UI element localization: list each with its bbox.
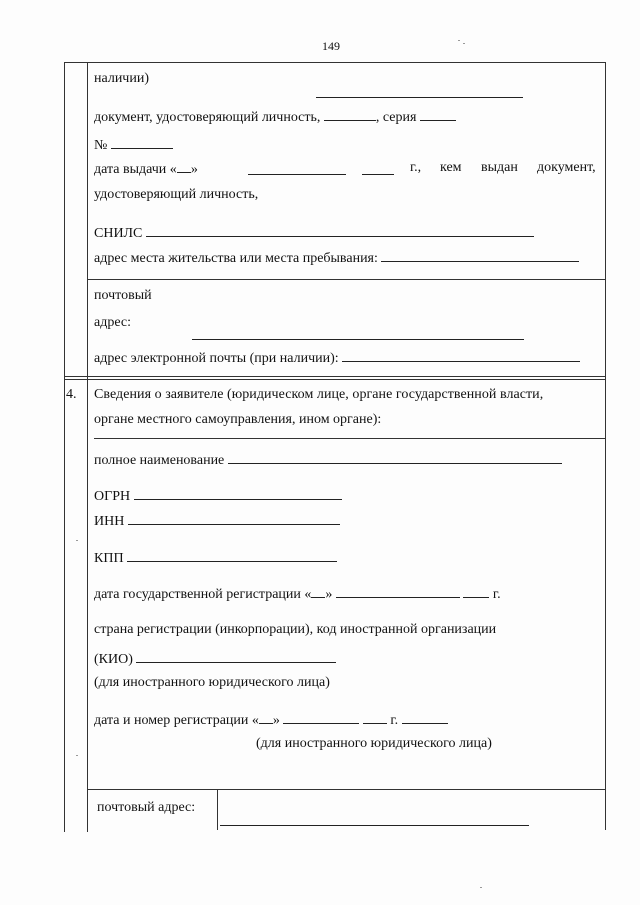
email-row bbox=[94, 349, 580, 367]
postal-row-top bbox=[87, 789, 605, 790]
full-name-row bbox=[94, 451, 562, 469]
section-divider-top bbox=[64, 376, 606, 377]
table-left-border bbox=[64, 62, 65, 832]
kio-field[interactable] bbox=[136, 650, 336, 663]
page-number: 149 bbox=[322, 39, 340, 53]
series-field[interactable] bbox=[420, 108, 456, 121]
number-sign: № bbox=[94, 138, 108, 153]
kpp-label: КПП bbox=[94, 551, 124, 566]
registration-number-month-field[interactable] bbox=[283, 711, 359, 724]
registration-number-row bbox=[94, 711, 448, 729]
ogrn-label: ОГРН bbox=[94, 489, 131, 504]
nalichii-text: наличии) bbox=[94, 71, 149, 86]
identity-document-row bbox=[94, 108, 456, 126]
identity-document-field[interactable] bbox=[324, 108, 376, 121]
snils-row bbox=[94, 224, 534, 242]
registration-number-day-field[interactable] bbox=[259, 711, 273, 724]
scan-speck bbox=[480, 887, 482, 888]
postal-address-label: почтовый адрес: bbox=[97, 800, 196, 815]
identity-document-label: документ, удостоверяющий личность, bbox=[94, 110, 321, 125]
postal-address-field[interactable] bbox=[192, 339, 524, 340]
section4-heading-2: органе местного самоуправления, ином органе): bbox=[94, 412, 382, 427]
registration-date-close: » bbox=[325, 587, 333, 602]
issue-date-prefix bbox=[94, 160, 198, 178]
blank-line bbox=[316, 97, 523, 98]
registration-day-field[interactable] bbox=[311, 585, 325, 598]
registration-number-year-field[interactable] bbox=[363, 711, 387, 724]
section-divider-bottom bbox=[64, 379, 606, 380]
registration-number-field[interactable] bbox=[402, 711, 448, 724]
registration-year-field[interactable] bbox=[463, 585, 489, 598]
heading-underline bbox=[94, 438, 605, 439]
table-right-border bbox=[605, 62, 606, 830]
foreign-note-2: (для иностранного юридического лица) bbox=[256, 736, 492, 751]
postal-row-divider bbox=[217, 789, 218, 830]
ogrn-field[interactable] bbox=[134, 487, 342, 500]
issue-year-field[interactable] bbox=[362, 174, 394, 175]
table-top-border bbox=[64, 62, 606, 63]
dokument-word: документ, bbox=[537, 160, 596, 175]
postal-label-1: почтовый bbox=[94, 288, 152, 303]
snils-label: СНИЛС bbox=[94, 226, 143, 241]
residence-address-field[interactable] bbox=[381, 249, 579, 262]
email-label: адрес электронной почты (при наличии): bbox=[94, 351, 339, 366]
registration-year-g: г. bbox=[492, 587, 501, 602]
scan-speck bbox=[458, 40, 460, 41]
full-name-label: полное наименование bbox=[94, 453, 225, 468]
year-suffix: г., bbox=[410, 160, 422, 175]
section-number: 4. bbox=[66, 387, 77, 402]
section4-heading-1: Сведения о заявителе (юридическом лице, органе государственной власти, bbox=[94, 387, 544, 402]
kpp-row bbox=[94, 549, 337, 567]
kio-row bbox=[94, 650, 336, 668]
scan-speck bbox=[463, 43, 465, 44]
country-line: страна регистрации (инкорпорации), код иностранной организации bbox=[94, 622, 497, 637]
residence-address-label: адрес места жительства или места пребывания: bbox=[94, 251, 378, 266]
scan-speck bbox=[76, 755, 78, 756]
vydan-word: выдан bbox=[481, 160, 518, 175]
issue-month-field[interactable] bbox=[248, 174, 346, 175]
postal-address-value-field[interactable] bbox=[220, 825, 529, 826]
scan-speck bbox=[76, 540, 78, 541]
foreign-note: (для иностранного юридического лица) bbox=[94, 675, 330, 690]
registration-number-g: г. bbox=[390, 713, 399, 728]
registration-number-label: дата и номер регистрации « bbox=[94, 713, 259, 728]
series-label: , серия bbox=[375, 110, 417, 125]
issue-date-close: » bbox=[190, 162, 198, 177]
kio-label: (КИО) bbox=[94, 652, 133, 667]
kem-word: кем bbox=[440, 160, 462, 175]
registration-date-row bbox=[94, 585, 501, 603]
email-field[interactable] bbox=[342, 349, 580, 362]
inn-label: ИНН bbox=[94, 514, 125, 529]
ogrn-row bbox=[94, 487, 342, 505]
number-row bbox=[94, 136, 173, 154]
table-col-divider bbox=[87, 62, 88, 832]
inn-field[interactable] bbox=[128, 512, 340, 525]
row-divider bbox=[87, 279, 605, 280]
doc-continuation: удостоверяющий личность, bbox=[94, 187, 259, 202]
inn-row bbox=[94, 512, 340, 530]
kpp-field[interactable] bbox=[127, 549, 337, 562]
full-name-field[interactable] bbox=[228, 451, 562, 464]
issue-date-label: дата выдачи « bbox=[94, 162, 177, 177]
registration-number-close: » bbox=[272, 713, 280, 728]
residence-address-row bbox=[94, 249, 579, 267]
snils-field[interactable] bbox=[146, 224, 534, 237]
registration-month-field[interactable] bbox=[336, 585, 460, 598]
issue-day-field[interactable] bbox=[177, 160, 191, 173]
registration-date-label: дата государственной регистрации « bbox=[94, 587, 312, 602]
number-field[interactable] bbox=[111, 136, 173, 149]
postal-label-2: адрес: bbox=[94, 315, 132, 330]
